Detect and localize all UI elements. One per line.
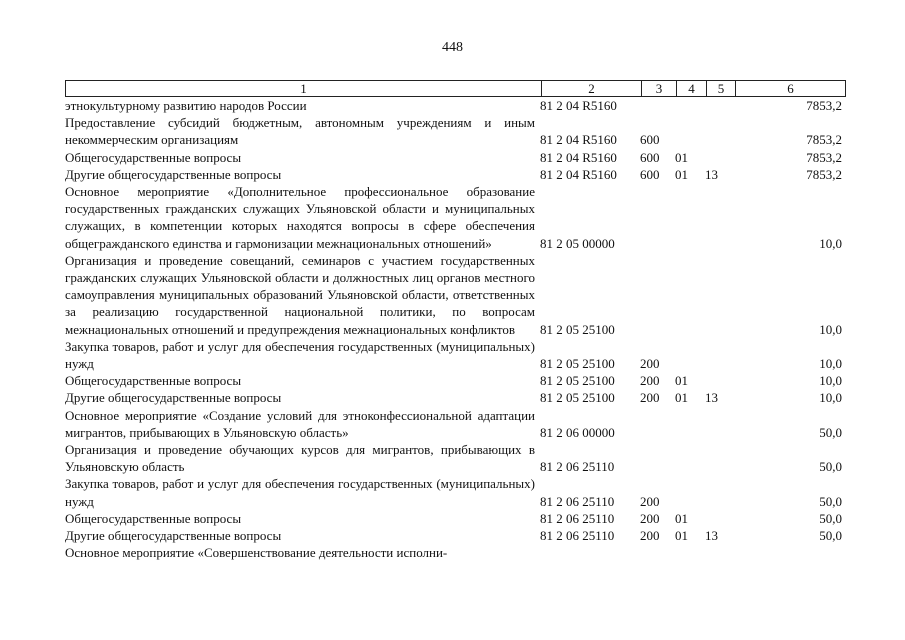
row-description: Другие общегосударственные вопросы: [65, 390, 282, 406]
amount: 50,0: [819, 493, 842, 509]
column-header-3: 3: [641, 81, 676, 96]
target-article-code: 81 2 04 R5160: [540, 166, 617, 182]
table-row: [65, 372, 846, 389]
row-description: Общегосударственные вопросы: [65, 149, 242, 165]
amount: 10,0: [819, 235, 842, 251]
row-description: Основное мероприятие «Совершенствование деятельности исполни-: [65, 545, 448, 561]
expense-type-code: 600: [640, 149, 660, 165]
amount: 50,0: [819, 459, 842, 475]
amount: 50,0: [819, 510, 842, 526]
subsection-code: 13: [705, 166, 718, 182]
table-row: [65, 389, 846, 406]
row-description: Предоставление субсидий бюджетным, автономным учреждениям и иным некоммерческим организациям: [65, 115, 535, 148]
budget-table: [65, 80, 846, 561]
row-description: Основное мероприятие «Создание условий для этноконфессиональной адаптации мигрантов, прибывающих в Ульяновскую область»: [65, 407, 535, 440]
expense-type-code: 200: [640, 373, 660, 389]
amount: 50,0: [819, 528, 842, 544]
target-article-code: 81 2 04 R5160: [540, 149, 617, 165]
section-code: 01: [675, 166, 688, 182]
column-header-1: 1: [300, 81, 307, 96]
table-header-row: [65, 80, 846, 97]
amount: 7853,2: [806, 149, 842, 165]
expense-type-code: 600: [640, 132, 660, 148]
table-row: [65, 97, 846, 114]
row-description: этнокультурному развитию народов России: [65, 98, 307, 113]
row-description: Общегосударственные вопросы: [65, 373, 242, 389]
expense-type-code: 200: [640, 510, 660, 526]
amount: 10,0: [819, 373, 842, 389]
target-article-code: 81 2 04 R5160: [540, 98, 617, 113]
table-row: [65, 407, 846, 441]
table-row: [65, 441, 846, 475]
amount: 50,0: [819, 424, 842, 440]
target-article-code: 81 2 05 25100: [540, 356, 615, 372]
table-row: [65, 527, 846, 544]
subsection-code: 13: [705, 390, 718, 406]
table-row: [65, 338, 846, 372]
row-description: Другие общегосударственные вопросы: [65, 528, 282, 544]
target-article-code: 81 2 06 25110: [540, 510, 615, 526]
target-article-code: 81 2 05 25100: [540, 390, 615, 406]
expense-type-code: 200: [640, 390, 660, 406]
row-description: Организация и проведение совещаний, семинаров с участием государственных гражданских служащих Ульяновской области и должностных лиц органов местного самоуправления муниципальных образований Ульяновской области, ответственных за реализацию государственной национальной политики, по вопросам межнациональных отношений и предупреждения межнациональных конфликтов: [65, 252, 535, 337]
expense-type-code: 200: [640, 528, 660, 544]
table-row: [65, 475, 846, 509]
target-article-code: 81 2 06 00000: [540, 424, 615, 440]
row-description: Другие общегосударственные вопросы: [65, 166, 282, 182]
expense-type-code: 200: [640, 493, 660, 509]
amount: 10,0: [819, 390, 842, 406]
amount: 7853,2: [806, 98, 842, 113]
target-article-code: 81 2 06 25110: [540, 493, 615, 509]
section-code: 01: [675, 528, 688, 544]
table-row: [65, 510, 846, 527]
target-article-code: 81 2 05 25100: [540, 373, 615, 389]
amount: 10,0: [819, 356, 842, 372]
column-header-4: 4: [676, 81, 706, 96]
row-description: Закупка товаров, работ и услуг для обеспечения государственных (муниципальных) нужд: [65, 476, 535, 509]
table-row: [65, 114, 846, 148]
row-description: Закупка товаров, работ и услуг для обеспечения государственных (муниципальных) нужд: [65, 338, 535, 372]
target-article-code: 81 2 06 25110: [540, 528, 615, 544]
table-row: [65, 149, 846, 166]
expense-type-code: 600: [640, 166, 660, 182]
amount: 7853,2: [806, 166, 842, 182]
table-row: [65, 166, 846, 183]
section-code: 01: [675, 373, 688, 389]
section-code: 01: [675, 149, 688, 165]
table-row: [65, 252, 846, 338]
target-article-code: 81 2 05 25100: [540, 321, 615, 337]
expense-type-code: 200: [640, 356, 660, 372]
target-article-code: 81 2 05 00000: [540, 235, 615, 251]
column-header-5: 5: [706, 81, 735, 96]
row-description: Основное мероприятие «Дополнительное профессиональное образование государственных гражданских служащих Ульяновской области и муниципальных служащих, в компетенции которых находятся вопросы в сфере обеспечения общегражданского единства и гармонизации межнациональных отношений»: [65, 184, 535, 251]
table-body: [65, 97, 846, 561]
row-description: Организация и проведение обучающих курсов для мигрантов, прибывающих в Ульяновскую область: [65, 442, 535, 475]
amount: 7853,2: [806, 132, 842, 148]
row-description: Общегосударственные вопросы: [65, 510, 242, 526]
page-number: 448: [442, 40, 463, 55]
section-code: 01: [675, 390, 688, 406]
target-article-code: 81 2 06 25110: [540, 459, 615, 475]
amount: 10,0: [819, 321, 842, 337]
table-row: [65, 544, 846, 561]
column-header-2: 2: [541, 81, 641, 96]
subsection-code: 13: [705, 528, 718, 544]
table-row: [65, 183, 846, 252]
section-code: 01: [675, 510, 688, 526]
target-article-code: 81 2 04 R5160: [540, 132, 617, 148]
column-header-6: 6: [735, 81, 845, 96]
